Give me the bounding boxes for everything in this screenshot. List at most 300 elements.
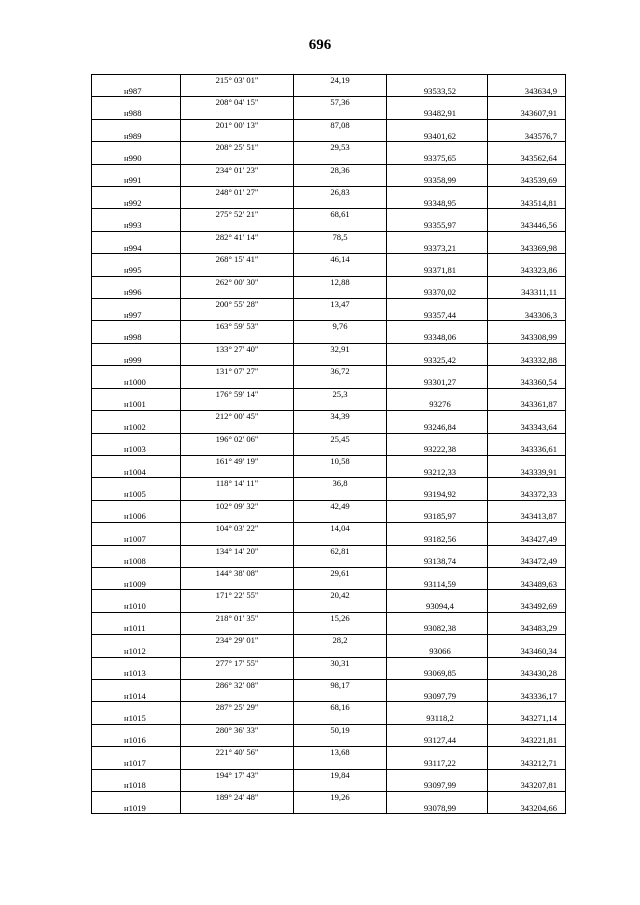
empty-cell <box>294 399 387 410</box>
length-cell: 68,61 <box>294 209 387 220</box>
point-row <box>92 556 566 567</box>
empty-cell <box>181 646 294 657</box>
y-coordinate-cell: 343221,81 <box>488 735 566 746</box>
empty-cell <box>387 657 488 668</box>
empty-cell <box>294 713 387 724</box>
point-name-cell: н997 <box>92 310 181 321</box>
empty-cell <box>181 377 294 388</box>
segment-row <box>92 769 566 780</box>
y-coordinate-cell: 343489,63 <box>488 579 566 590</box>
length-cell: 12,88 <box>294 276 387 287</box>
empty-cell <box>181 691 294 702</box>
x-coordinate-cell: 93348,06 <box>387 332 488 343</box>
angle-cell: 218° 01' 35" <box>181 612 294 623</box>
empty-cell <box>294 758 387 769</box>
length-cell: 29,53 <box>294 142 387 153</box>
empty-cell <box>181 399 294 410</box>
length-cell: 32,91 <box>294 343 387 354</box>
empty-cell <box>387 164 488 175</box>
empty-cell <box>181 332 294 343</box>
segment-row <box>92 299 566 310</box>
x-coordinate-cell: 93078,99 <box>387 803 488 814</box>
empty-cell <box>294 444 387 455</box>
segment-row <box>92 343 566 354</box>
empty-cell <box>387 209 488 220</box>
empty-cell <box>294 377 387 388</box>
empty-cell <box>181 175 294 186</box>
empty-cell <box>294 780 387 791</box>
segment-row <box>92 187 566 198</box>
empty-cell <box>92 635 181 646</box>
empty-cell <box>488 299 566 310</box>
empty-cell <box>387 254 488 265</box>
x-coordinate-cell: 93348,95 <box>387 198 488 209</box>
point-name-cell: н1016 <box>92 735 181 746</box>
point-name-cell: н989 <box>92 131 181 142</box>
x-coordinate-cell: 93355,97 <box>387 220 488 231</box>
length-cell: 98,17 <box>294 679 387 690</box>
empty-cell <box>92 254 181 265</box>
empty-cell <box>387 478 488 489</box>
length-cell: 10,58 <box>294 455 387 466</box>
segment-row <box>92 276 566 287</box>
empty-cell <box>387 612 488 623</box>
segment-row <box>92 366 566 377</box>
empty-cell <box>92 478 181 489</box>
empty-cell <box>181 287 294 298</box>
angle-cell: 275° 52' 21" <box>181 209 294 220</box>
point-row <box>92 422 566 433</box>
point-row <box>92 735 566 746</box>
point-name-cell: н1014 <box>92 691 181 702</box>
empty-cell <box>294 131 387 142</box>
point-name-cell: н1008 <box>92 556 181 567</box>
segment-row <box>92 590 566 601</box>
empty-cell <box>488 612 566 623</box>
empty-cell <box>92 411 181 422</box>
point-row <box>92 691 566 702</box>
segment-row <box>92 321 566 332</box>
empty-cell <box>294 601 387 612</box>
empty-cell <box>387 276 488 287</box>
empty-cell <box>387 75 488 86</box>
empty-cell <box>488 276 566 287</box>
empty-cell <box>92 366 181 377</box>
empty-cell <box>387 747 488 758</box>
point-row <box>92 265 566 276</box>
segment-row <box>92 455 566 466</box>
length-cell: 25,45 <box>294 433 387 444</box>
x-coordinate-cell: 93069,85 <box>387 668 488 679</box>
point-row <box>92 668 566 679</box>
point-row <box>92 287 566 298</box>
empty-cell <box>92 455 181 466</box>
empty-cell <box>92 164 181 175</box>
empty-cell <box>488 366 566 377</box>
angle-cell: 212° 00' 45" <box>181 411 294 422</box>
point-row <box>92 153 566 164</box>
angle-cell: 287° 25' 29" <box>181 702 294 713</box>
length-cell: 13,68 <box>294 747 387 758</box>
empty-cell <box>92 792 181 803</box>
segment-row <box>92 119 566 130</box>
empty-cell <box>92 702 181 713</box>
length-cell: 19,26 <box>294 792 387 803</box>
segment-row <box>92 75 566 86</box>
y-coordinate-cell: 343336,17 <box>488 691 566 702</box>
empty-cell <box>488 164 566 175</box>
angle-cell: 161° 49' 19" <box>181 455 294 466</box>
empty-cell <box>488 455 566 466</box>
empty-cell <box>488 500 566 511</box>
empty-cell <box>294 108 387 119</box>
y-coordinate-cell: 343311,11 <box>488 287 566 298</box>
empty-cell <box>488 209 566 220</box>
empty-cell <box>181 758 294 769</box>
length-cell: 9,76 <box>294 321 387 332</box>
coordinates-table-body <box>92 75 566 814</box>
point-row <box>92 220 566 231</box>
point-row <box>92 377 566 388</box>
angle-cell: 133° 27' 40" <box>181 343 294 354</box>
y-coordinate-cell: 343271,14 <box>488 713 566 724</box>
length-cell: 36,8 <box>294 478 387 489</box>
segment-row <box>92 433 566 444</box>
y-coordinate-cell: 343483,29 <box>488 623 566 634</box>
y-coordinate-cell: 343634,9 <box>488 86 566 97</box>
x-coordinate-cell: 93276 <box>387 399 488 410</box>
point-row <box>92 175 566 186</box>
x-coordinate-cell: 93222,38 <box>387 444 488 455</box>
x-coordinate-cell: 93301,27 <box>387 377 488 388</box>
angle-cell: 234° 01' 23" <box>181 164 294 175</box>
segment-row <box>92 142 566 153</box>
empty-cell <box>181 803 294 814</box>
empty-cell <box>294 668 387 679</box>
segment-row <box>92 478 566 489</box>
segment-row <box>92 679 566 690</box>
length-cell: 50,19 <box>294 724 387 735</box>
empty-cell <box>181 579 294 590</box>
y-coordinate-cell: 343492,69 <box>488 601 566 612</box>
segment-row <box>92 164 566 175</box>
empty-cell <box>294 511 387 522</box>
y-coordinate-cell: 343514,81 <box>488 198 566 209</box>
empty-cell <box>294 86 387 97</box>
empty-cell <box>387 231 488 242</box>
segment-row <box>92 792 566 803</box>
angle-cell: 163° 59' 53" <box>181 321 294 332</box>
point-name-cell: н1004 <box>92 467 181 478</box>
empty-cell <box>92 142 181 153</box>
angle-cell: 286° 32' 08" <box>181 679 294 690</box>
empty-cell <box>387 769 488 780</box>
point-row <box>92 758 566 769</box>
empty-cell <box>181 243 294 254</box>
empty-cell <box>387 411 488 422</box>
empty-cell <box>387 366 488 377</box>
empty-cell <box>92 119 181 130</box>
angle-cell: 171° 22' 55" <box>181 590 294 601</box>
empty-cell <box>92 187 181 198</box>
empty-cell <box>387 388 488 399</box>
empty-cell <box>488 523 566 534</box>
angle-cell: 268° 15' 41" <box>181 254 294 265</box>
point-name-cell: н1000 <box>92 377 181 388</box>
empty-cell <box>92 343 181 354</box>
empty-cell <box>92 299 181 310</box>
empty-cell <box>488 231 566 242</box>
point-name-cell: н999 <box>92 355 181 366</box>
angle-cell: 104° 03' 22" <box>181 523 294 534</box>
length-cell: 34,39 <box>294 411 387 422</box>
x-coordinate-cell: 93371,81 <box>387 265 488 276</box>
empty-cell <box>294 175 387 186</box>
length-cell: 46,14 <box>294 254 387 265</box>
point-name-cell: н1009 <box>92 579 181 590</box>
empty-cell <box>387 142 488 153</box>
empty-cell <box>488 679 566 690</box>
empty-cell <box>294 579 387 590</box>
angle-cell: 131° 07' 27" <box>181 366 294 377</box>
y-coordinate-cell: 343576,7 <box>488 131 566 142</box>
x-coordinate-cell: 93358,99 <box>387 175 488 186</box>
segment-row <box>92 657 566 668</box>
empty-cell <box>387 679 488 690</box>
point-row <box>92 713 566 724</box>
empty-cell <box>92 276 181 287</box>
empty-cell <box>294 332 387 343</box>
empty-cell <box>294 198 387 209</box>
empty-cell <box>387 635 488 646</box>
point-name-cell: н995 <box>92 265 181 276</box>
empty-cell <box>181 153 294 164</box>
empty-cell <box>387 321 488 332</box>
y-coordinate-cell: 343446,56 <box>488 220 566 231</box>
angle-cell: 208° 04' 15" <box>181 97 294 108</box>
point-name-cell: н1002 <box>92 422 181 433</box>
empty-cell <box>488 75 566 86</box>
point-row <box>92 623 566 634</box>
empty-cell <box>488 635 566 646</box>
point-row <box>92 198 566 209</box>
angle-cell: 189° 24' 48" <box>181 792 294 803</box>
empty-cell <box>387 724 488 735</box>
empty-cell <box>92 724 181 735</box>
point-name-cell: н1010 <box>92 601 181 612</box>
point-row <box>92 489 566 500</box>
empty-cell <box>294 287 387 298</box>
x-coordinate-cell: 93094,4 <box>387 601 488 612</box>
empty-cell <box>181 220 294 231</box>
point-row <box>92 601 566 612</box>
y-coordinate-cell: 343343,64 <box>488 422 566 433</box>
length-cell: 62,81 <box>294 545 387 556</box>
empty-cell <box>181 556 294 567</box>
empty-cell <box>488 119 566 130</box>
angle-cell: 144° 38' 08" <box>181 567 294 578</box>
empty-cell <box>181 668 294 679</box>
empty-cell <box>181 310 294 321</box>
coordinates-table <box>91 74 566 814</box>
empty-cell <box>294 646 387 657</box>
empty-cell <box>294 310 387 321</box>
length-cell: 78,5 <box>294 231 387 242</box>
x-coordinate-cell: 93482,91 <box>387 108 488 119</box>
empty-cell <box>294 623 387 634</box>
empty-cell <box>387 187 488 198</box>
empty-cell <box>387 299 488 310</box>
point-name-cell: н993 <box>92 220 181 231</box>
y-coordinate-cell: 343360,54 <box>488 377 566 388</box>
angle-cell: 280° 36' 33" <box>181 724 294 735</box>
empty-cell <box>488 321 566 332</box>
length-cell: 26,83 <box>294 187 387 198</box>
point-name-cell: н1003 <box>92 444 181 455</box>
segment-row <box>92 411 566 422</box>
empty-cell <box>488 545 566 556</box>
empty-cell <box>181 713 294 724</box>
point-row <box>92 467 566 478</box>
angle-cell: 201° 00' 13" <box>181 119 294 130</box>
point-name-cell: н998 <box>92 332 181 343</box>
empty-cell <box>488 142 566 153</box>
y-coordinate-cell: 343336,61 <box>488 444 566 455</box>
empty-cell <box>387 343 488 354</box>
length-cell: 25,3 <box>294 388 387 399</box>
empty-cell <box>181 265 294 276</box>
empty-cell <box>488 478 566 489</box>
point-row <box>92 355 566 366</box>
point-name-cell: н994 <box>92 243 181 254</box>
point-row <box>92 579 566 590</box>
x-coordinate-cell: 93097,99 <box>387 780 488 791</box>
x-coordinate-cell: 93212,33 <box>387 467 488 478</box>
segment-row <box>92 567 566 578</box>
empty-cell <box>181 780 294 791</box>
angle-cell: 208° 25' 51" <box>181 142 294 153</box>
empty-cell <box>181 131 294 142</box>
y-coordinate-cell: 343430,28 <box>488 668 566 679</box>
empty-cell <box>92 321 181 332</box>
y-coordinate-cell: 343369,98 <box>488 243 566 254</box>
point-row <box>92 780 566 791</box>
segment-row <box>92 545 566 556</box>
x-coordinate-cell: 93325,42 <box>387 355 488 366</box>
x-coordinate-cell: 93082,38 <box>387 623 488 634</box>
x-coordinate-cell: 93373,21 <box>387 243 488 254</box>
empty-cell <box>294 534 387 545</box>
y-coordinate-cell: 343207,81 <box>488 780 566 791</box>
point-row <box>92 131 566 142</box>
empty-cell <box>181 467 294 478</box>
empty-cell <box>92 209 181 220</box>
point-name-cell: н1007 <box>92 534 181 545</box>
empty-cell <box>488 343 566 354</box>
point-row <box>92 108 566 119</box>
segment-row <box>92 635 566 646</box>
angle-cell: 282° 41' 14" <box>181 231 294 242</box>
y-coordinate-cell: 343427,49 <box>488 534 566 545</box>
y-coordinate-cell: 343460,34 <box>488 646 566 657</box>
empty-cell <box>92 97 181 108</box>
empty-cell <box>92 747 181 758</box>
empty-cell <box>92 388 181 399</box>
empty-cell <box>181 601 294 612</box>
empty-cell <box>294 265 387 276</box>
empty-cell <box>181 623 294 634</box>
y-coordinate-cell: 343323,86 <box>488 265 566 276</box>
segment-row <box>92 254 566 265</box>
y-coordinate-cell: 343607,91 <box>488 108 566 119</box>
x-coordinate-cell: 93246,84 <box>387 422 488 433</box>
empty-cell <box>92 657 181 668</box>
angle-cell: 196° 02' 06" <box>181 433 294 444</box>
empty-cell <box>294 691 387 702</box>
empty-cell <box>92 433 181 444</box>
length-cell: 36,72 <box>294 366 387 377</box>
point-name-cell: н1001 <box>92 399 181 410</box>
point-name-cell: н991 <box>92 175 181 186</box>
point-row <box>92 646 566 657</box>
empty-cell <box>294 556 387 567</box>
empty-cell <box>387 119 488 130</box>
x-coordinate-cell: 93401,62 <box>387 131 488 142</box>
empty-cell <box>294 803 387 814</box>
y-coordinate-cell: 343413,87 <box>488 511 566 522</box>
segment-row <box>92 702 566 713</box>
point-name-cell: н1017 <box>92 758 181 769</box>
point-row <box>92 399 566 410</box>
empty-cell <box>387 567 488 578</box>
empty-cell <box>294 422 387 433</box>
segment-row <box>92 747 566 758</box>
x-coordinate-cell: 93127,44 <box>387 735 488 746</box>
empty-cell <box>92 545 181 556</box>
point-name-cell: н1005 <box>92 489 181 500</box>
empty-cell <box>488 590 566 601</box>
empty-cell <box>488 97 566 108</box>
empty-cell <box>387 523 488 534</box>
angle-cell: 215° 03' 01" <box>181 75 294 86</box>
y-coordinate-cell: 343562,64 <box>488 153 566 164</box>
x-coordinate-cell: 93117,22 <box>387 758 488 769</box>
point-name-cell: н1018 <box>92 780 181 791</box>
empty-cell <box>387 455 488 466</box>
page-number: 696 <box>308 37 332 53</box>
length-cell: 13,47 <box>294 299 387 310</box>
angle-cell: 194° 17' 43" <box>181 769 294 780</box>
empty-cell <box>92 679 181 690</box>
point-name-cell: н1006 <box>92 511 181 522</box>
empty-cell <box>488 433 566 444</box>
empty-cell <box>294 243 387 254</box>
length-cell: 29,61 <box>294 567 387 578</box>
angle-cell: 221° 40' 56" <box>181 747 294 758</box>
point-name-cell: н988 <box>92 108 181 119</box>
empty-cell <box>294 467 387 478</box>
empty-cell <box>488 388 566 399</box>
empty-cell <box>92 231 181 242</box>
empty-cell <box>181 355 294 366</box>
y-coordinate-cell: 343339,91 <box>488 467 566 478</box>
angle-cell: 262° 00' 30" <box>181 276 294 287</box>
empty-cell <box>488 254 566 265</box>
segment-row <box>92 388 566 399</box>
empty-cell <box>488 747 566 758</box>
point-name-cell: н990 <box>92 153 181 164</box>
point-name-cell: н992 <box>92 198 181 209</box>
